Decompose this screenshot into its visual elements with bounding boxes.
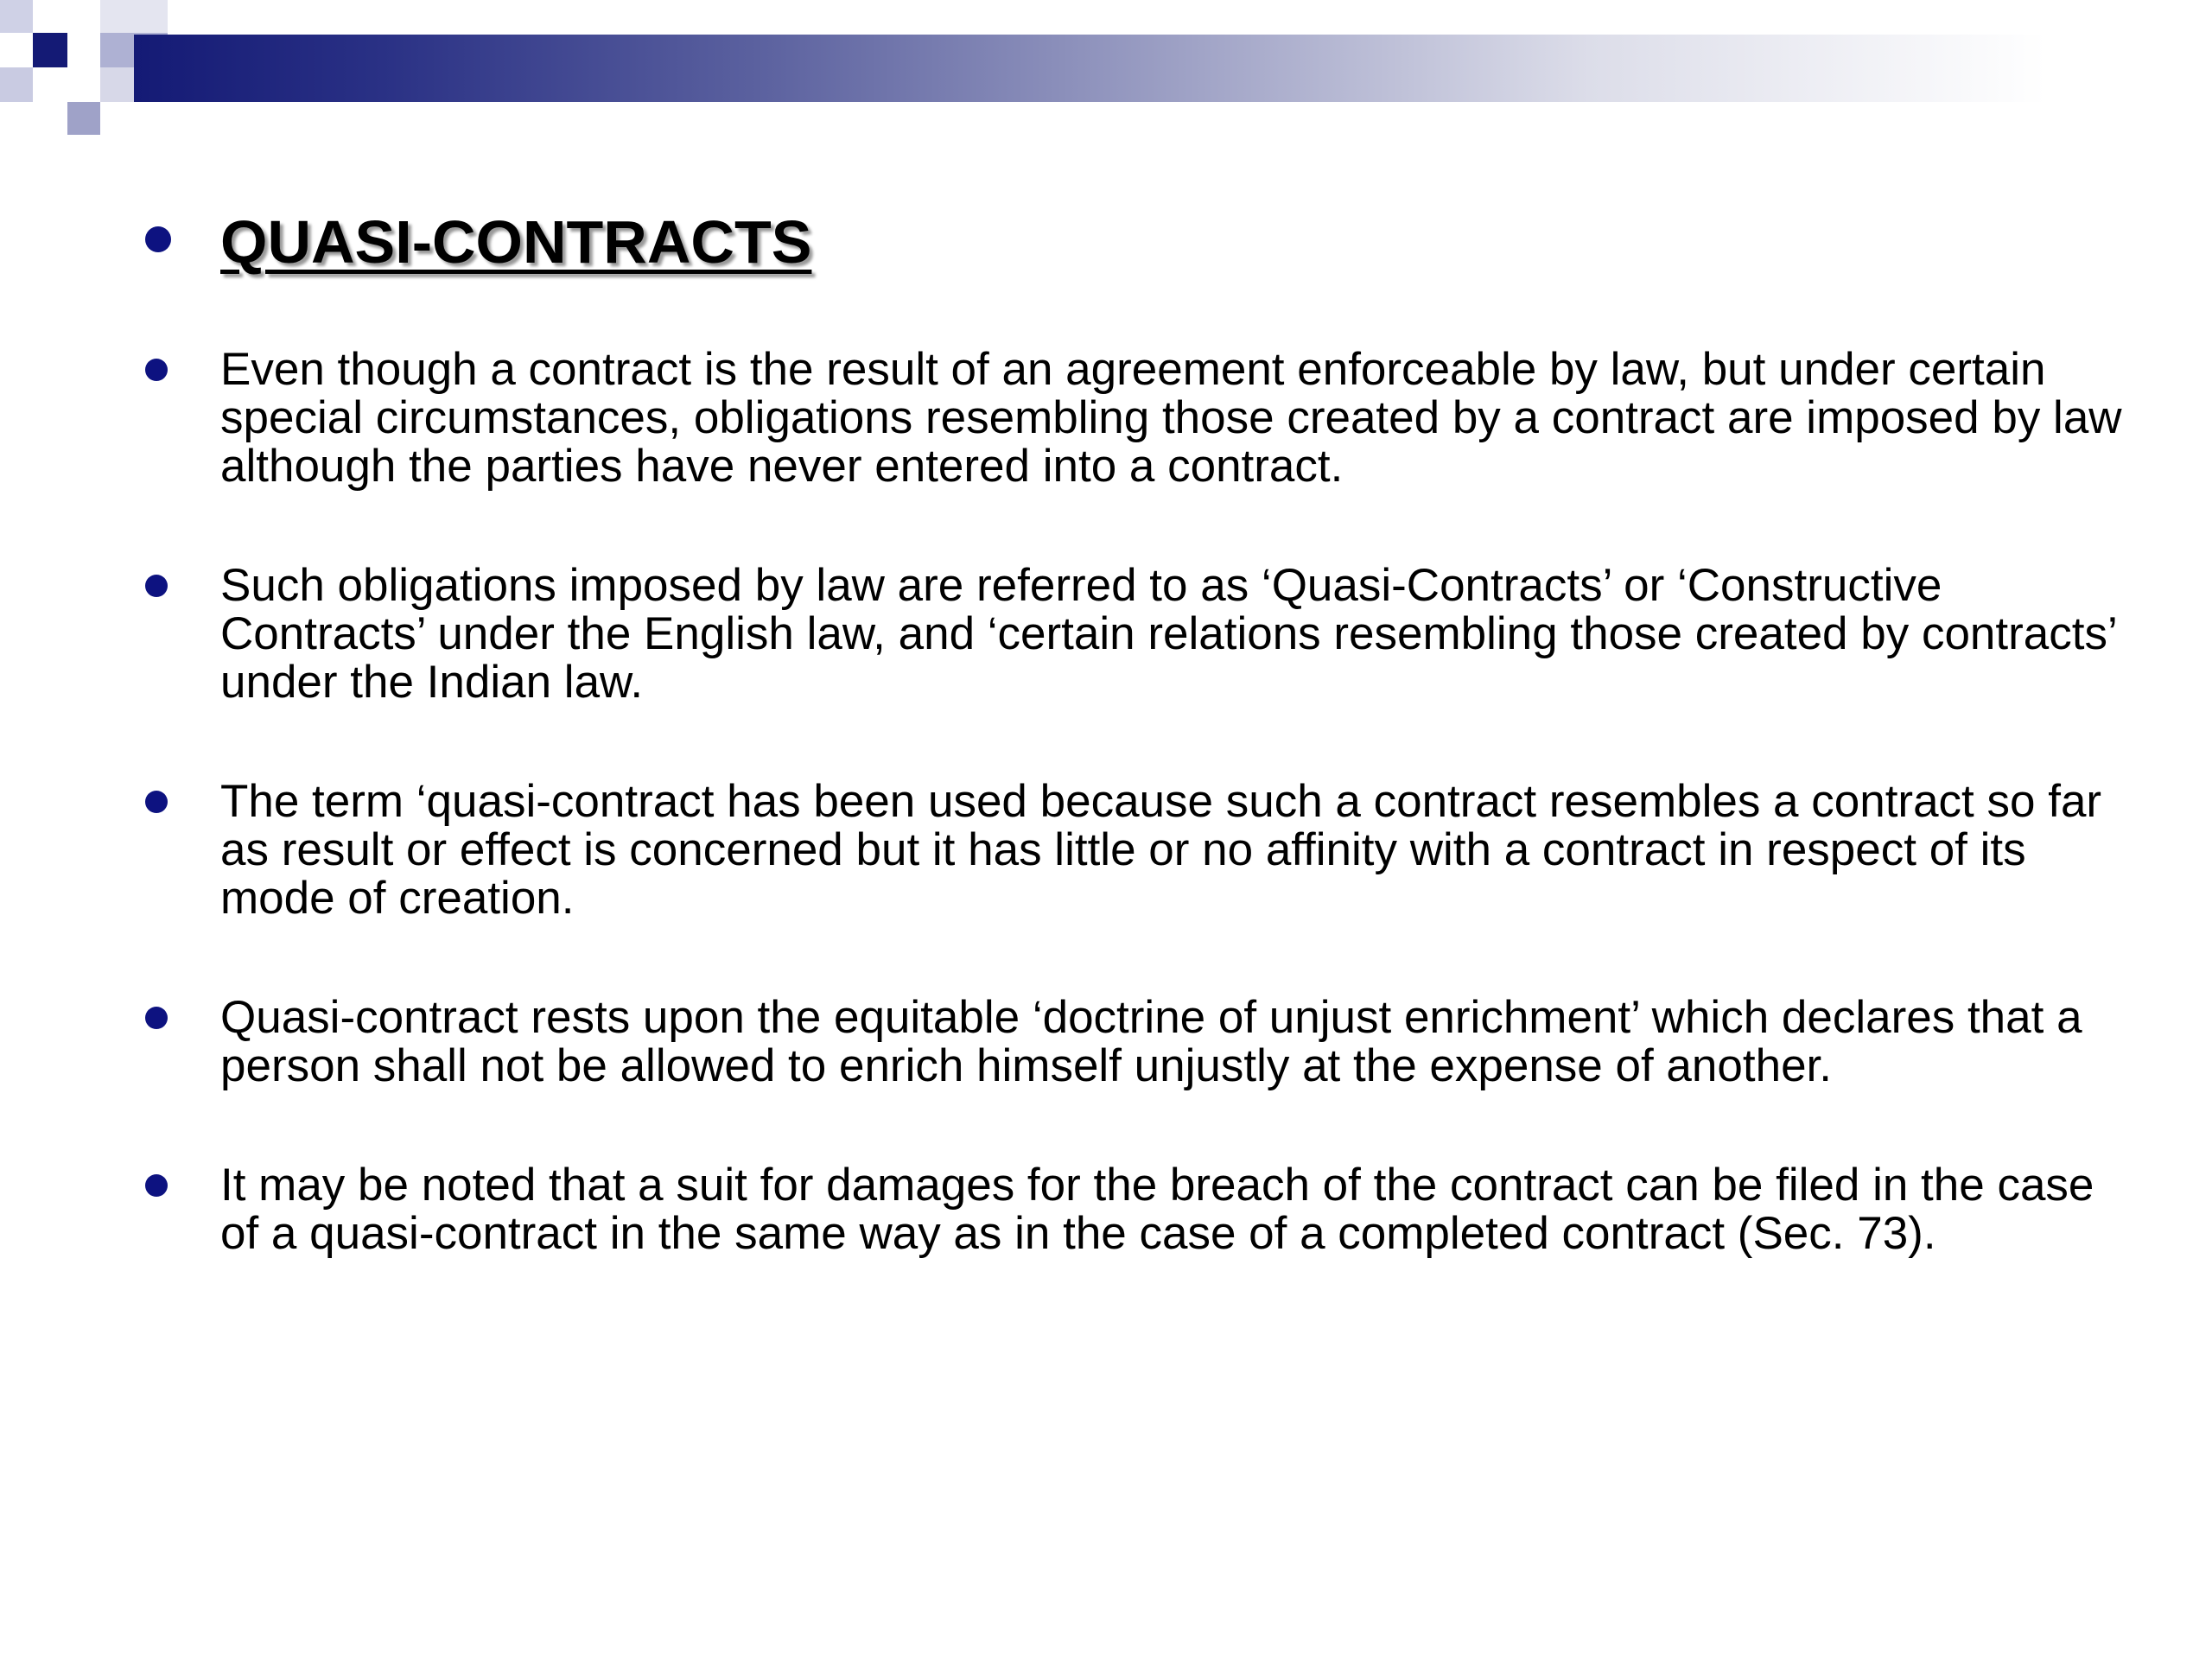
slide-title: QUASI-CONTRACTS	[220, 208, 812, 276]
bullet-item	[138, 562, 2126, 707]
header-square	[100, 67, 134, 102]
header-gradient-bar	[134, 35, 2212, 102]
bullet-icon	[145, 226, 171, 252]
bullet-icon	[145, 791, 168, 813]
bullet-icon	[145, 1007, 168, 1029]
bullet-icon	[145, 1174, 168, 1197]
bullet-text: Quasi-contract rests upon the equitable ‘doctrine of unjust enrichment’ which declares that a person shall not be allowed to enrich himself unjustly at the expense of another.	[220, 992, 2082, 1091]
bullet-text: It may be noted that a suit for damages for the breach of the contract can be filed in the case of a quasi-contract in the same way as in the case of a completed contract (Sec. 73).	[220, 1160, 2094, 1259]
bullet-item	[138, 346, 2126, 491]
bullet-icon	[145, 575, 168, 597]
header-square	[67, 102, 100, 135]
header-square	[67, 67, 100, 102]
bullet-icon	[145, 359, 168, 381]
header-square	[0, 0, 33, 33]
slide-content	[138, 199, 2126, 1329]
bullet-item	[138, 994, 2126, 1090]
bullet-text: Such obligations imposed by law are referred to as ‘Quasi-Contracts’ or ‘Constructive Contracts’ under the English law, and ‘certain relations resembling those created by contracts’ under the Indian law.	[220, 560, 2116, 708]
bullet-text: The term ‘quasi-contract has been used because such a contract resembles a contract so far as result or effect is concerned but it has little or no affinity with a contract in respect of its mode of creation.	[220, 776, 2102, 924]
title-item	[138, 199, 2126, 346]
header-square	[0, 67, 33, 102]
header-square	[67, 0, 100, 33]
bullet-item	[138, 778, 2126, 923]
header-square	[33, 0, 67, 33]
bullet-item	[138, 1161, 2126, 1258]
header-square	[100, 0, 168, 33]
header-square	[33, 33, 67, 67]
bullet-text: Even though a contract is the result of an agreement enforceable by law, but under certain special circumstances, obligations resembling those created by a contract are imposed by law although the parties have never entered into a contract.	[220, 344, 2122, 492]
header-square	[0, 33, 33, 67]
